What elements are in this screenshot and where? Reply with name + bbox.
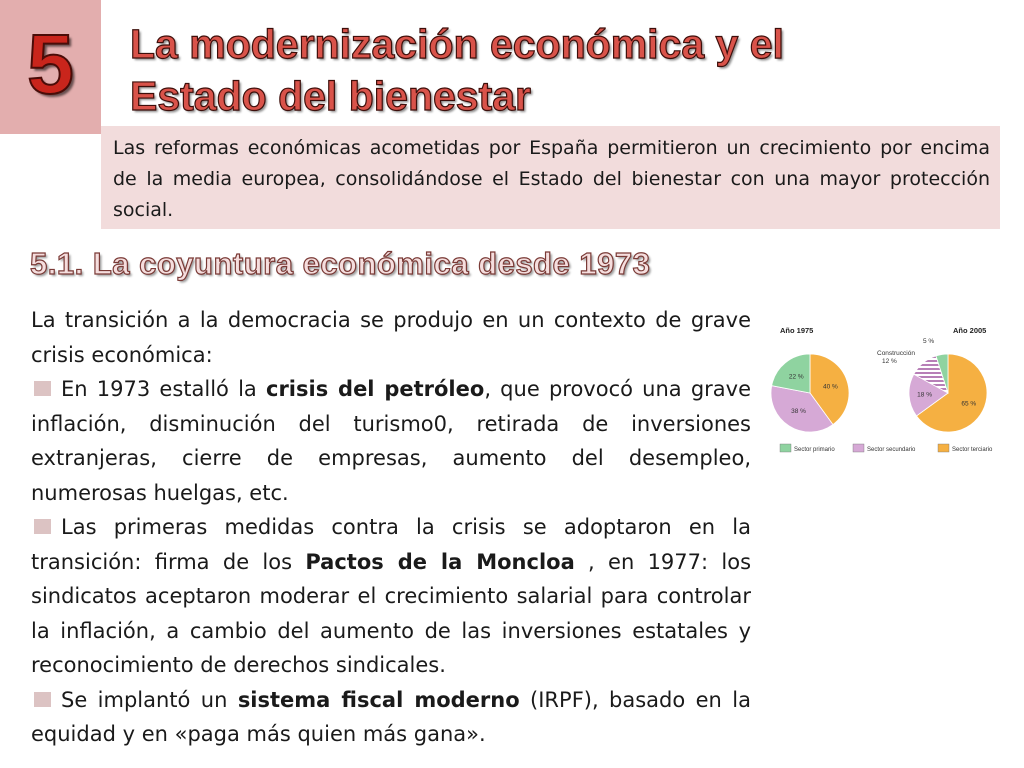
- title-line-1: La modernización económica y el: [130, 21, 784, 67]
- sector-pie-charts: [770, 316, 1000, 462]
- bullet-item-2: Las primeras medidas contra la crisis se adoptaron en la transición: firma de los Pactos de la Moncloa , en 1977: los sindicatos aceptaron moderar el crecimiento salarial para controlar la inflación, a cambio del aumento de las inversiones estatales y reconocimiento de derechos sindicales.: [31, 515, 752, 677]
- page-title: [130, 18, 1010, 122]
- title-line-2: Estado del bienestar: [130, 73, 532, 119]
- pie-charts-svg: [770, 316, 1000, 462]
- bullet-item-3: Se implantó un sistema fiscal moderno (IRPF), basado en la equidad y en «paga más quien más gana».: [31, 687, 751, 746]
- legend-label-terciario: Sector terciario: [952, 447, 993, 453]
- bullet-square-icon: [34, 381, 51, 396]
- section-title: 5.1. La coyuntura económica desde 1973: [30, 246, 651, 281]
- construccion-value-label: 12 %: [882, 358, 897, 365]
- intro-text: Las reformas económicas acometidas por España permitieron un crecimiento por encima de la media europea, consolidándose el Estado del bienestar con una mayor protección social.: [113, 137, 990, 221]
- legend-swatch-primario: [780, 444, 791, 452]
- legend-swatch-terciario: [938, 444, 949, 452]
- section-body: [31, 303, 751, 752]
- pie-label-1-1: 18 %: [917, 391, 933, 399]
- primario-2005-value-label: 5 %: [923, 338, 935, 345]
- chapter-number: 5: [27, 17, 74, 111]
- bullet-item-1: En 1973 estalló la crisis del petróleo, que provocó una grave inflación, disminución del turismo0, retirada de inversiones extranjeras, cierre de empresas, aumento del desempleo, numerosas huelgas, etc.: [31, 377, 752, 505]
- legend-label-secundario: Sector secundario: [867, 447, 916, 453]
- construccion-annotation: Construcción: [877, 350, 915, 357]
- chart-legend: [780, 444, 993, 453]
- bullet-square-icon: [34, 519, 51, 534]
- lead-paragraph: La transición a la democracia se produjo en un contexto de grave crisis económica:: [31, 308, 751, 367]
- chapter-number-box: [0, 0, 101, 134]
- chart-title-1975: Año 1975: [780, 326, 814, 335]
- pie-label-1-0: 65 %: [961, 400, 977, 408]
- intro-box: [101, 126, 1000, 229]
- bullet-square-icon: [34, 692, 51, 707]
- chart-title-2005: Año 2005: [953, 326, 987, 335]
- pie-label-0-1: 38 %: [791, 408, 806, 416]
- legend-swatch-secundario: [853, 444, 864, 452]
- legend-label-primario: Sector primario: [794, 447, 835, 453]
- pie-label-0-0: 40 %: [822, 383, 838, 391]
- pie-label-0-2: 22 %: [788, 373, 804, 381]
